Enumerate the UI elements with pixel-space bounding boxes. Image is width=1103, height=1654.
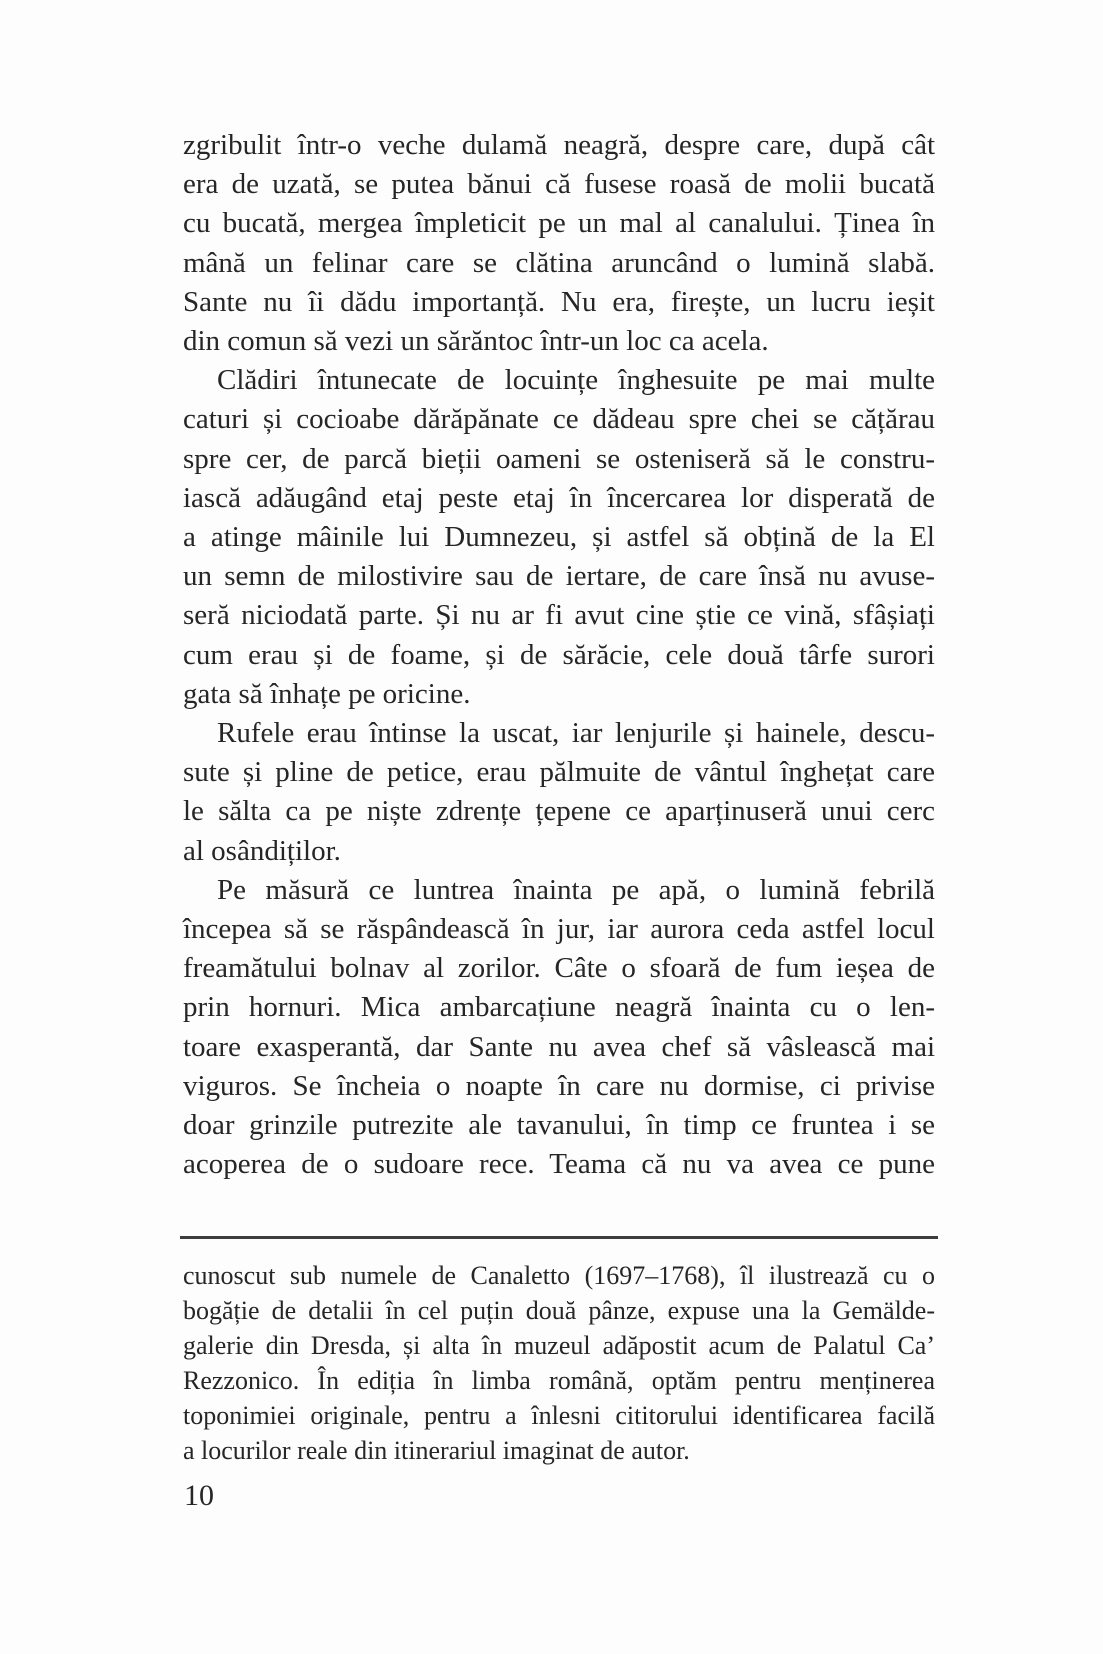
text-line: zgribulit într-o veche dulamă neagră, despre care, după cât [183, 129, 935, 161]
text-line: le sălta ca pe niște zdrențe țepene ce aparținuseră unui cerc [183, 795, 935, 828]
text-line: gata să înhațe pe oricine. [183, 677, 471, 710]
text-line: începea să se răspândească în jur, iar aurora ceda astfel locul [183, 913, 935, 946]
text-line: acoperea de o sudoare rece. Teama că nu va avea ce pune [183, 1148, 935, 1181]
text-line: prin hornuri. Mica ambarcațiune neagră înainta cu o len- [183, 991, 935, 1024]
footnote [183, 1258, 935, 1468]
text-line: viguros. Se încheia o noapte în care nu dormise, ci privise [183, 1069, 935, 1102]
page-number: 10 [184, 1479, 214, 1512]
text-line: iască adăugând etaj peste etaj în încercarea lor disperată de [183, 481, 935, 514]
text-line: Sante nu îi dădu importanță. Nu era, firește, un lucru ieșit [183, 285, 935, 318]
text-line: un semn de milostivire sau de iertare, de care însă nu avuse- [183, 560, 935, 593]
text-line: freamătului bolnav al zorilor. Câte o sfoară de fum ieșea de [183, 952, 935, 985]
text-line: cu bucată, mergea împleticit pe un mal al canalului. Ținea în [183, 207, 935, 240]
text-line: cum erau și de foame, și de sărăcie, cele două târfe surori [183, 638, 935, 671]
text-line: sute și pline de petice, erau pălmuite de vântul înghețat care [183, 756, 935, 789]
text-line: caturi și cocioabe dărăpănate ce dădeau spre chei se cățărau [183, 403, 935, 436]
text-line: al osândiților. [183, 834, 341, 867]
text-line: bogăție de detalii în cel puțin două pânze, expuse una la Gemälde- [183, 1296, 935, 1325]
text-line: Rufele erau întinse la uscat, iar lenjurile și hainele, descu- [217, 717, 935, 750]
footnote-separator [180, 1236, 938, 1239]
text-line: seră niciodată parte. Și nu ar fi avut cine știe ce vină, sfâșiați [183, 599, 935, 632]
text-line: spre cer, de parcă bieții oameni se osteniseră să le constru- [183, 442, 935, 475]
body-text [183, 126, 935, 1184]
text-line: Rezzonico. În ediția în limba română, optăm pentru menținerea [183, 1366, 935, 1395]
text-line: Clădiri întunecate de locuințe înghesuite pe mai multe [217, 364, 935, 397]
text-line: cunoscut sub numele de Canaletto (1697–1768), îl ilustrează cu o [183, 1261, 935, 1290]
text-line: galerie din Dresda, și alta în muzeul adăpostit acum de Palatul Ca’ [183, 1331, 935, 1360]
text-line: doar grinzile putrezite ale tavanului, în timp ce fruntea i se [183, 1109, 935, 1142]
text-line: era de uzată, se putea bănui că fusese roasă de molii bucată [183, 168, 935, 201]
text-line: a locurilor reale din itinerariul imaginat de autor. [183, 1436, 690, 1465]
text-line: toare exasperantă, dar Sante nu avea chef să vâslească mai [183, 1030, 935, 1063]
text-line: toponimiei originale, pentru a înlesni cititorului identificarea facilă [183, 1401, 935, 1430]
text-line: Pe măsură ce luntrea înainta pe apă, o lumină febrilă [217, 873, 935, 906]
text-line: a atinge mâinile lui Dumnezeu, și astfel să obțină de la El [183, 521, 935, 554]
text-line: din comun să vezi un sărăntoc într-un loc ca acela. [183, 325, 769, 358]
text-line: mână un felinar care se clătina aruncând o lumină slabă. [183, 246, 935, 279]
